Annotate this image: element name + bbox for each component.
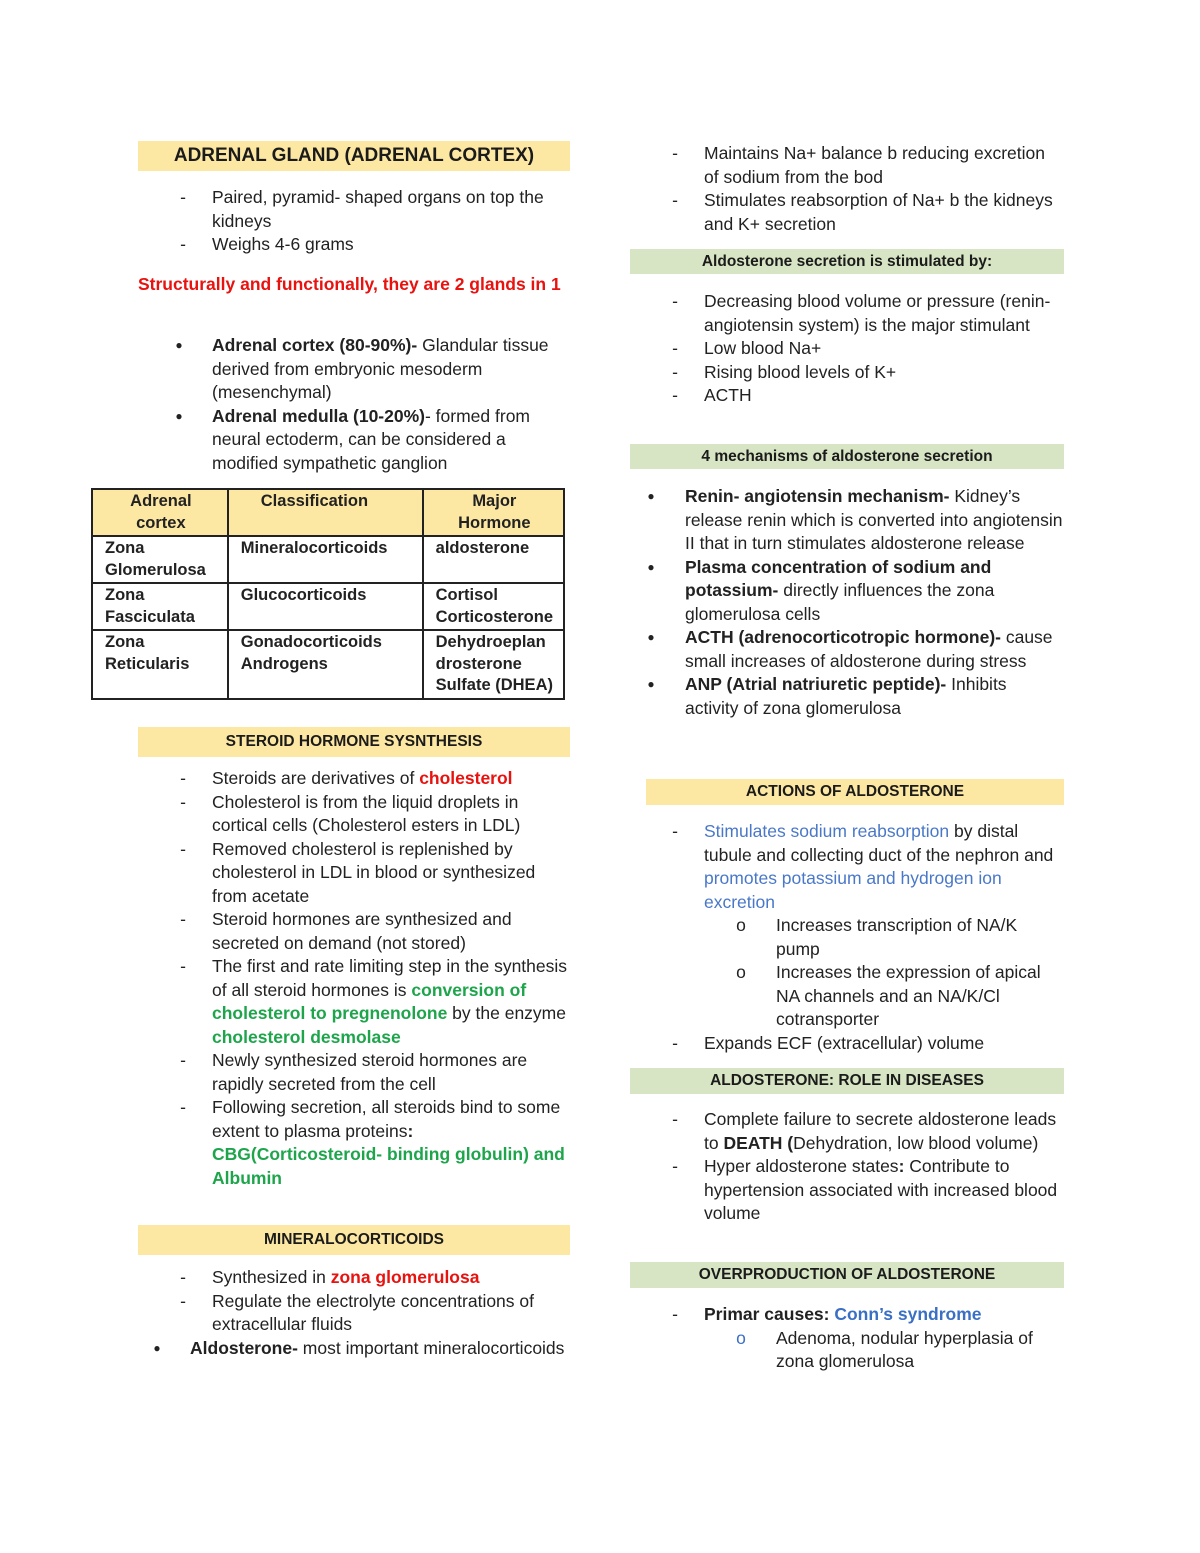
list-item: - Primar causes: Conn’s syndrome	[672, 1304, 982, 1324]
list-item: - Complete failure to secrete aldosterone leads to DEATH (Dehydration, low blood volume)	[672, 1109, 1057, 1153]
list-item: - Rising blood levels of K+	[672, 361, 897, 382]
table-row	[92, 630, 564, 699]
table-cell: Mineralocorticoids	[228, 536, 423, 583]
list-item: - Steroids are derivatives of cholesterol	[180, 768, 513, 788]
table-cell: Zona Fasciculata	[92, 583, 228, 630]
diseases-list	[630, 1108, 1064, 1226]
list-item: - Newly synthesized steroid hormones are rapidly secreted from the cell	[180, 1050, 528, 1094]
table-cell: Zona Glomerulosa	[92, 536, 228, 583]
list-item: ● ANP (Atrial natriuretic peptide)- Inhibits activity of zona glomerulosa	[647, 674, 1007, 718]
list-item: - The first and rate limiting step in the synthesis of all steroid hormones is conversion of cholesterol to pregnenolone by the enzyme cholesterol desmolase	[180, 956, 568, 1047]
table-cell: Dehydroeplan drosterone Sulfate (DHEA)	[423, 630, 564, 699]
list-item: - Hyper aldosterone states: Contribute to hypertension associated with increased blood volume	[672, 1156, 1058, 1223]
column-header: Adrenal cortex	[92, 489, 228, 536]
table-header-row	[92, 489, 564, 536]
column-header: Classification	[228, 489, 423, 536]
table-cell: Zona Reticularis	[92, 630, 228, 699]
list-item: ● Aldosterone- most important mineralocorticoids	[153, 1337, 565, 1358]
mechanisms-list	[630, 485, 1064, 720]
glands-list	[138, 334, 570, 475]
mineral-list	[138, 1266, 570, 1360]
steroid-synthesis-title: STEROID HORMONE SYSNTHESIS	[138, 727, 570, 757]
column-header: Major Hormone	[423, 489, 564, 536]
actions-list	[630, 820, 1064, 1055]
list-item: - Decreasing blood volume or pressure (renin-angiotensin system) is the major stimulant	[672, 291, 1051, 335]
diseases-title: ALDOSTERONE: ROLE IN DISEASES	[630, 1068, 1064, 1094]
adrenal-cortex-table	[91, 488, 565, 700]
list-item: - Expands ECF (extracellular) volume	[672, 1032, 985, 1053]
list-item: ● Renin- angiotensin mechanism- Kidney’s release renin which is converted into angiotensin II that in turn stimulates aldosterone release	[647, 486, 1063, 553]
list-item: - Steroid hormones are synthesized and secreted on demand (not stored)	[180, 909, 512, 953]
mechanisms-title: 4 mechanisms of aldosterone secretion	[630, 444, 1064, 469]
sub-list-item: o Increases transcription of NA/K pump	[736, 915, 1018, 959]
list-item: ● Plasma concentration of sodium and potassium- directly influences the zona glomerulosa cells	[647, 556, 995, 624]
steroid-list	[138, 767, 570, 1190]
sub-list-item: o Increases the expression of apical NA channels and an NA/K/Cl cotransporter	[736, 962, 1041, 1029]
overproduction-list	[630, 1303, 1064, 1374]
list-item: - ACTH	[672, 385, 752, 405]
list-item: - Stimulates sodium reabsorption by distal tubule and collecting duct of the nephron and promotes potassium and hydrogen ion excretion	[672, 821, 1054, 912]
sub-list-item: o Adenoma, nodular hyperplasia of zona glomerulosa	[736, 1327, 1033, 1371]
table-cell: Cortisol Corticosterone	[423, 583, 564, 630]
table-cell: Gonadocorticoids Androgens	[228, 630, 423, 699]
list-item: - Regulate the electrolyte concentrations of extracellular fluids	[180, 1290, 534, 1334]
list-item: - Removed cholesterol is replenished by cholesterol in LDL in blood or synthesized from acetate	[180, 838, 536, 906]
list-item: - Maintains Na+ balance b reducing excretion of sodium from the bod	[672, 143, 1045, 187]
table-row	[92, 583, 564, 630]
table-cell: Glucocorticoids	[228, 583, 423, 630]
mineralocorticoids-title: MINERALOCORTICOIDS	[138, 1225, 570, 1255]
table-row	[92, 536, 564, 583]
stimulated-list	[630, 290, 1064, 408]
stimulated-by-title: Aldosterone secretion is stimulated by:	[630, 249, 1064, 274]
list-item: ● Adrenal cortex (80-90%)- Glandular tissue derived from embryonic mesoderm (mesenchymal)	[175, 335, 549, 402]
list-item: - Following secretion, all steroids bind to some extent to plasma proteins: CBG(Corticosteroid- binding globulin) and Albumin	[180, 1097, 565, 1188]
two-glands-heading: Structurally and functionally, they are 2 glands in 1	[138, 274, 561, 294]
actions-title: ACTIONS OF ALDOSTERONE	[646, 779, 1064, 805]
list-item: - Low blood Na+	[672, 338, 822, 358]
list-item: ● Adrenal medulla (10-20%)- formed from neural ectoderm, can be considered a modified sympathetic ganglion	[175, 405, 531, 473]
list-item: - Stimulates reabsorption of Na+ b the kidneys and K+ secretion	[672, 190, 1053, 234]
list-item: - Synthesized in zona glomerulosa	[180, 1267, 480, 1287]
aldosterone-top-list	[630, 142, 1064, 236]
adrenal-gland-title: ADRENAL GLAND (ADRENAL CORTEX)	[138, 141, 570, 171]
list-item: ● ACTH (adrenocorticotropic hormone)- cause small increases of aldosterone during stress	[647, 627, 1053, 671]
list-item: - Weighs 4-6 grams	[180, 234, 354, 254]
intro-list	[138, 186, 570, 257]
overproduction-title: OVERPRODUCTION OF ALDOSTERONE	[630, 1262, 1064, 1288]
list-item: - Cholesterol is from the liquid droplets in cortical cells (Cholesterol esters in LDL)	[180, 791, 521, 835]
list-item: - Paired, pyramid- shaped organs on top the kidneys	[180, 187, 544, 231]
table-cell: aldosterone	[423, 536, 564, 583]
